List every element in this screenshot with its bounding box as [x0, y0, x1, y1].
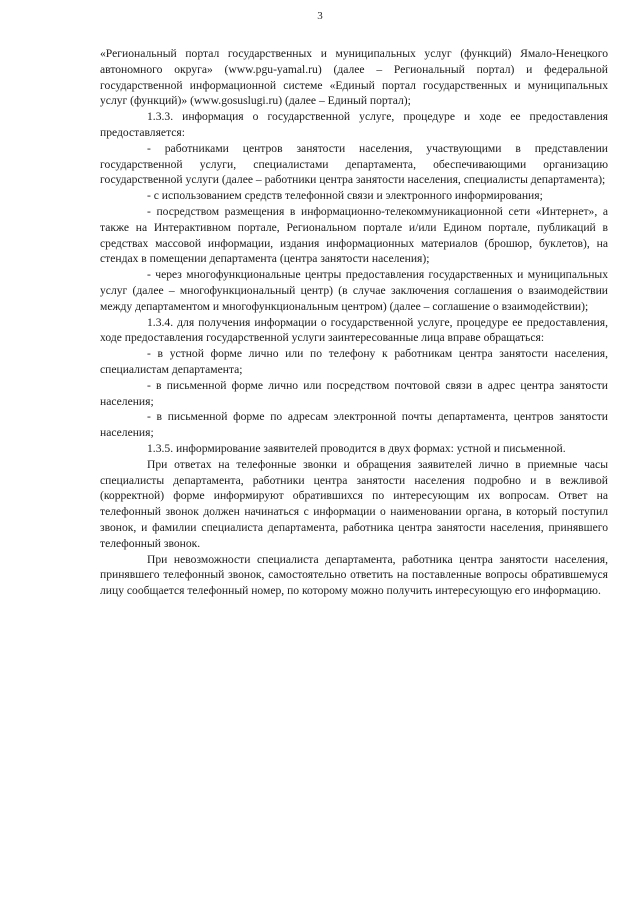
- document-body: [100, 46, 608, 599]
- paragraph-internet-item: - посредством размещения в информационно-телекоммуникационной сети «Интернет», а также на Интерактивном портале, Региональном портале и/или Едином портале, публикаций в средствах массовой информации, издания информационных материалов (брошюр, буклетов), на стендах в помещении департамента (центра занятости населения);: [100, 204, 608, 266]
- paragraph-telephone-item: - с использованием средств телефонной связи и электронного информирования;: [147, 189, 543, 203]
- paragraph-1-3-5: 1.3.5. информирование заявителей проводится в двух формах: устной и письменной.: [147, 441, 566, 455]
- paragraph-mfc-item: - через многофункциональные центры предоставления государственных и муниципальных услуг (далее – многофункциональный центр) (в случае заключения соглашения о взаимодействии между департаментом и многофункциональным центром) (далее – соглашение о взаимодействии);: [100, 268, 608, 313]
- page-number: 3: [317, 10, 323, 22]
- paragraph-impossibility: При невозможности специалиста департамента, работника центра занятости населения, принявшего телефонный звонок, самостоятельно ответить на поставленные вопросы обратившемуся лицу сообщается телефонный номер, по которому можно получить интересующую его информацию.: [100, 552, 608, 598]
- paragraph-oral-item: - в устной форме лично или по телефону к работникам центра занятости населения, специалистам департамента;: [100, 347, 608, 376]
- paragraph-portal-continuation: «Региональный портал государственных и муниципальных услуг (функций) Ямало-Ненецкого автономного округа» (www.pgu-yamal.ru) (далее – Региональный портал) и федеральной государственной информационной системе «Единый портал государственных и муниципальных услуг (функций)» (www.gosuslugi.ru) (далее – Единый портал);: [100, 47, 608, 108]
- paragraph-email-item: - в письменной форме по адресам электронной почты департамента, центров занятости населения;: [100, 410, 608, 440]
- paragraph-written-item: - в письменной форме лично или посредством почтовой связи в адрес центра занятости населения;: [100, 378, 608, 408]
- paragraph-phone-answers: При ответах на телефонные звонки и обращения заявителей лично в приемные часы специалисты департамента, работники центра занятости населения подробно и в вежливой (корректной) форме информируют обратившихся по интересующим их вопросам. Ответ на телефонный звонок должен начинаться с информации о наименовании органа, в который поступил звонок, и фамилии специалиста департамента, работника центра занятости населения, принявшего телефонный звонок.: [100, 457, 608, 550]
- paragraph-1-3-3: 1.3.3. информация о государственной услуге, процедуре и ходе ее предоставления предоставляется:: [100, 110, 608, 139]
- paragraph-workers-item: - работниками центров занятости населения, участвующими в представлении государственной услуги, специалистами департамента, обеспечивающими организацию государственной услуги (далее – работники центра занятости населения, специалисты департамента);: [100, 141, 608, 187]
- paragraph-1-3-4: 1.3.4. для получения информации о государственной услуге, процедуре ее предоставления, ходе предоставления государственной услуги заинтересованные лица вправе обращаться:: [100, 315, 608, 345]
